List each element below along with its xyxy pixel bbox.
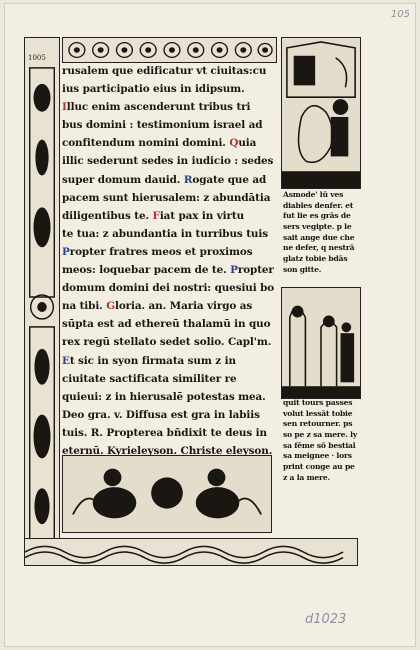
caption-line: fut lie es grās de — [283, 211, 351, 221]
caption-lower — [283, 398, 365, 484]
text-run: rex regū stellato sedet solio. Capl'm. — [62, 336, 272, 349]
initial-letter: E — [62, 354, 70, 367]
text-line — [62, 134, 277, 152]
initial-letter: R — [183, 173, 193, 186]
text-line — [62, 279, 277, 297]
text-line — [62, 98, 277, 116]
initial-letter: F — [152, 209, 160, 222]
text-run: na tibi. — [62, 300, 107, 313]
text-line — [62, 442, 277, 460]
caption-line: diables denfer. et — [283, 200, 354, 210]
bottom-woodcut-grotesques — [62, 455, 272, 533]
caption-line: ne defer, q nestrā — [283, 243, 355, 253]
woodcut-illustration-asmodeus — [281, 37, 361, 189]
text-run: eternū. Kyrieleyson. Christe eleyson. — [62, 444, 273, 457]
initial-letter: G — [106, 300, 115, 313]
caption-line: Asmode' lū ves — [283, 190, 344, 199]
pencil-folio-number: 105 — [390, 9, 410, 20]
text-line — [62, 62, 277, 80]
text-line — [62, 261, 277, 279]
text-run: ius participatio eius in idipsum. — [62, 83, 245, 96]
woodcut-corner-numeral: 1005 — [28, 54, 46, 62]
text-line — [62, 388, 277, 406]
text-line — [62, 225, 277, 243]
caption-line: sa meignee · lors — [283, 451, 352, 461]
text-run: t sic in syon firmata sum z in — [69, 354, 236, 367]
text-run: ciuitate sactificata similiter re — [62, 372, 237, 385]
text-line — [62, 352, 277, 370]
text-run: meos: loquebar pacem de te. — [62, 264, 231, 277]
text-line — [62, 80, 277, 98]
text-run: rusalem que edificatur vt ciuitas:cu — [62, 65, 267, 77]
caption-upper — [283, 190, 365, 276]
text-line — [62, 152, 277, 170]
bottom-border-woodcut — [24, 538, 358, 566]
caption-line: glatz tobie bdās — [283, 254, 348, 264]
top-border-woodcut — [62, 37, 277, 63]
caption-line: quit tours passes — [283, 398, 353, 407]
text-run: ogate que ad — [192, 173, 267, 186]
woodcut-illustration-tobias — [281, 287, 361, 399]
caption-line: so pe z sa mere. ly — [283, 430, 358, 440]
text-run: uia — [238, 137, 257, 150]
text-run: te tua: z abundantia in turribus tuis — [62, 227, 268, 240]
caption-line: z a la mere. — [283, 472, 330, 482]
text-run: loria. an. Maria virgo as — [114, 300, 253, 313]
text-run: confitendum nomini domini. — [62, 137, 230, 150]
text-line — [62, 116, 277, 134]
text-line — [62, 333, 277, 351]
text-run: domum domini dei nostri: quesiui bo — [62, 282, 275, 295]
initial-letter: Q — [229, 137, 239, 150]
text-run: illic sederunt sedes in iudicio : sedes — [62, 155, 274, 168]
text-run: quieui: z in hierusalē potestas mea. — [62, 390, 266, 403]
text-run: diligentibus te. — [62, 209, 153, 222]
caption-line: sait ange due che — [283, 232, 355, 242]
caption-line: volut lessāt tobie — [283, 408, 353, 418]
text-run: lluc enim ascenderunt tribus tri — [66, 101, 251, 114]
text-line — [62, 370, 277, 388]
text-line — [62, 243, 277, 261]
main-text-block — [62, 62, 277, 460]
initial-letter: P — [62, 245, 70, 258]
caption-line: son gitte. — [283, 264, 322, 274]
text-line — [62, 207, 277, 225]
caption-line: sa fēme sō bestial — [283, 440, 356, 450]
caption-line: sers vegipte. p le — [283, 222, 352, 232]
text-run: bus domini : testimonium israel ad — [62, 119, 263, 132]
text-run: sūpta est ad ethereū thalamū in quo — [62, 318, 271, 331]
text-line — [62, 171, 277, 189]
text-run: pacem sunt hierusalem: z abundātia — [62, 191, 271, 204]
caption-line: print conge au pe — [283, 462, 355, 472]
initial-letter: I — [62, 101, 67, 114]
text-run: ropter fratres meos et proximos — [69, 245, 253, 258]
initial-letter: P — [230, 264, 238, 277]
left-border-woodcut — [24, 37, 60, 565]
text-line — [62, 297, 277, 315]
text-line — [62, 424, 277, 442]
text-run: Deo gra. v. Diffusa est gra in labiis — [62, 408, 260, 421]
text-run: super domum dauid. — [62, 173, 184, 186]
text-run: iat pax in virtu — [159, 209, 245, 222]
text-line — [62, 406, 277, 424]
pencil-inventory-number: d1023 — [305, 612, 347, 627]
text-run: ropter — [237, 264, 274, 277]
text-line — [62, 189, 277, 207]
text-run: tuis. R. Propterea bñdixit te deus in — [62, 426, 267, 439]
caption-line: sen retourner. ps — [283, 419, 353, 429]
text-line — [62, 315, 277, 333]
